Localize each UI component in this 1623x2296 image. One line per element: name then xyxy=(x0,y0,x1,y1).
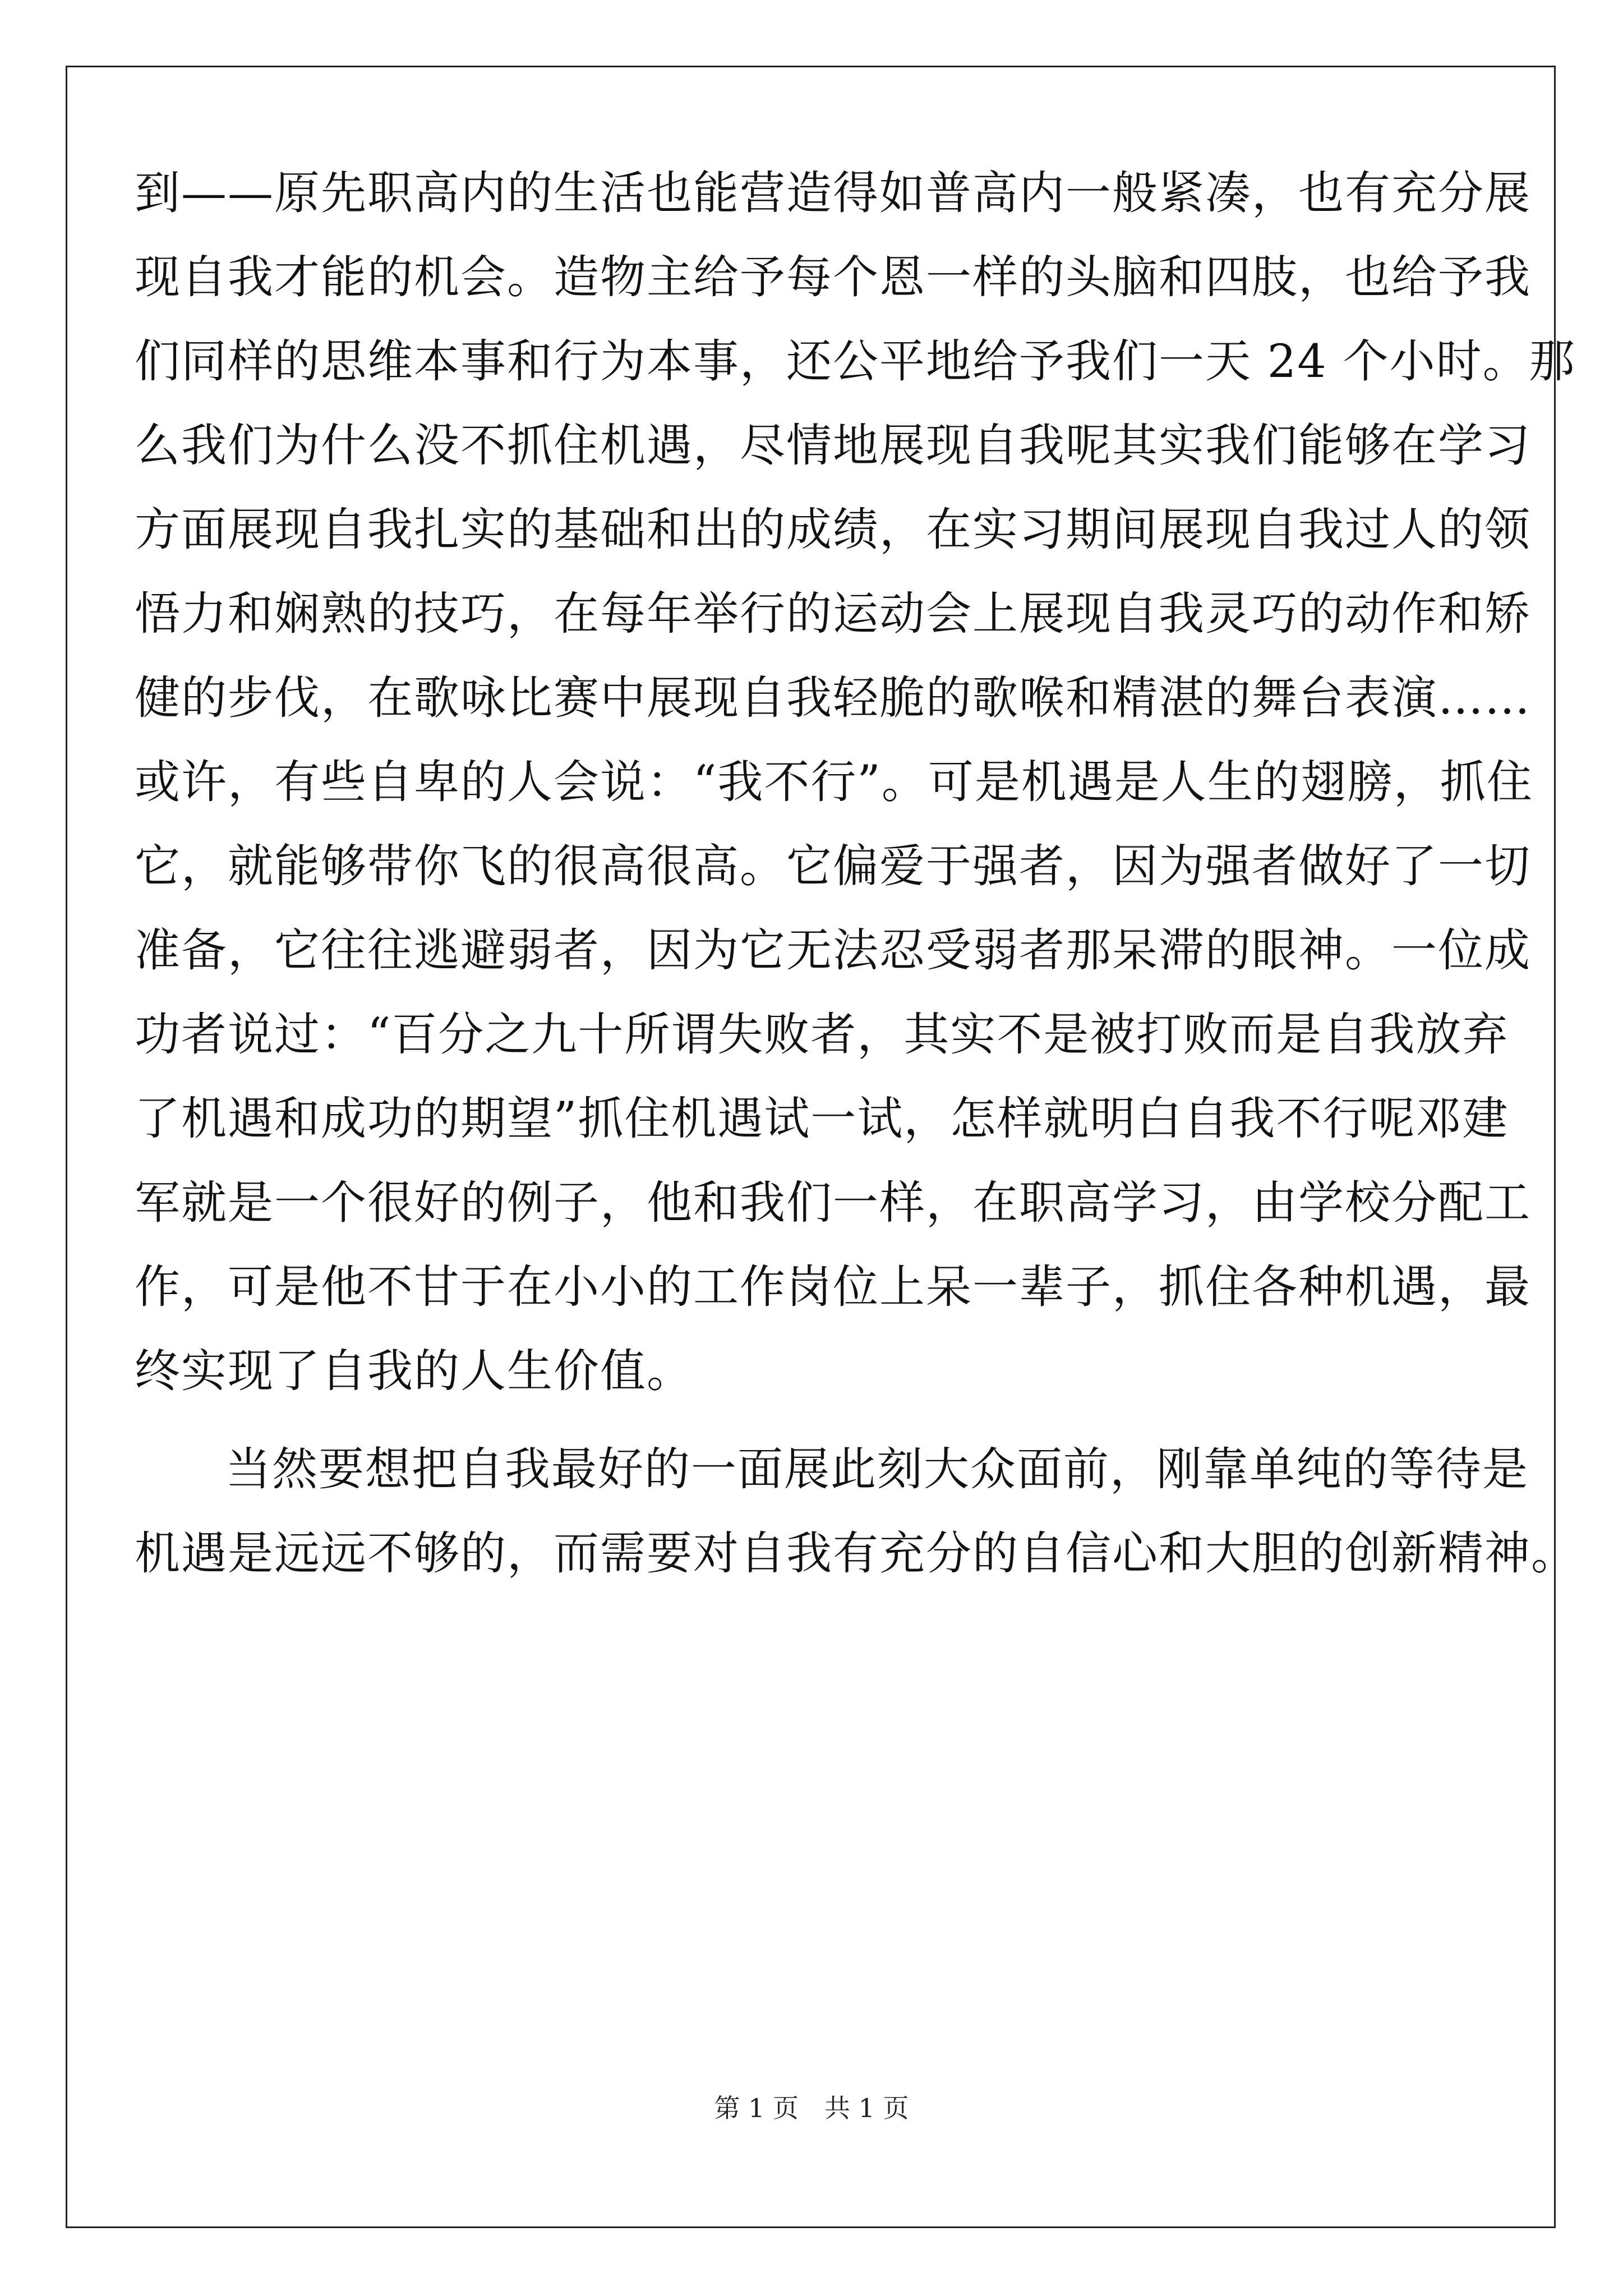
text-line: 准备，它往往逃避弱者，因为它无法忍受弱者那呆滞的眼神。一位成 xyxy=(135,924,1532,977)
text-line: 它，就能够带你飞的很高很高。它偏爱于强者，因为强者做好了一切 xyxy=(135,840,1532,893)
text-line: 或许，有些自卑的人会说：“我不行”。可是机遇是人生的翅膀，抓住 xyxy=(135,756,1533,809)
text-line: 现自我才能的机会。造物主给予每个恩一样的头脑和四肢，也给予我 xyxy=(135,251,1532,304)
page-number-footer: 第 1 页 共 1 页 xyxy=(714,2093,909,2123)
text-line: 作，可是他不甘于在小小的工作岗位上呆一辈子，抓住各种机遇，最 xyxy=(135,1261,1532,1314)
text-line: 们同样的思维本事和行为本事，还公平地给予我们一天 24 个小时。那 xyxy=(135,335,1576,388)
text-line: 军就是一个很好的例子，他和我们一样，在职高学习，由学校分配工 xyxy=(135,1177,1532,1230)
text-line: 当然要想把自我最好的一面展此刻大众面前，刚靠单纯的等待是 xyxy=(225,1443,1529,1496)
text-line: 么我们为什么没不抓住机遇，尽情地展现自我呢其实我们能够在学习 xyxy=(135,420,1532,472)
text-line: 方面展现自我扎实的基础和出的成绩，在实习期间展现自我过人的领 xyxy=(135,504,1532,556)
text-line: 终实现了自我的人生价值。 xyxy=(135,1345,694,1398)
text-line: 悟力和娴熟的技巧，在每年举行的运动会上展现自我灵巧的动作和矫 xyxy=(135,588,1532,641)
text-line: 机遇是远远不够的，而需要对自我有充分的自信心和大胆的创新精神。 xyxy=(135,1527,1578,1580)
text-line: 健的步伐，在歌咏比赛中展现自我轻脆的歌喉和精湛的舞台表演…… xyxy=(135,672,1532,725)
text-line: 了机遇和成功的期望”抓住机遇试一试，怎样就明白自我不行呢邓建 xyxy=(135,1093,1509,1145)
text-line: 到——原先职高内的生活也能营造得如普高内一般紧凑，也有充分展 xyxy=(135,167,1532,220)
text-line: 功者说过：“百分之九十所谓失败者，其实不是被打败而是自我放弃 xyxy=(135,1009,1509,1061)
